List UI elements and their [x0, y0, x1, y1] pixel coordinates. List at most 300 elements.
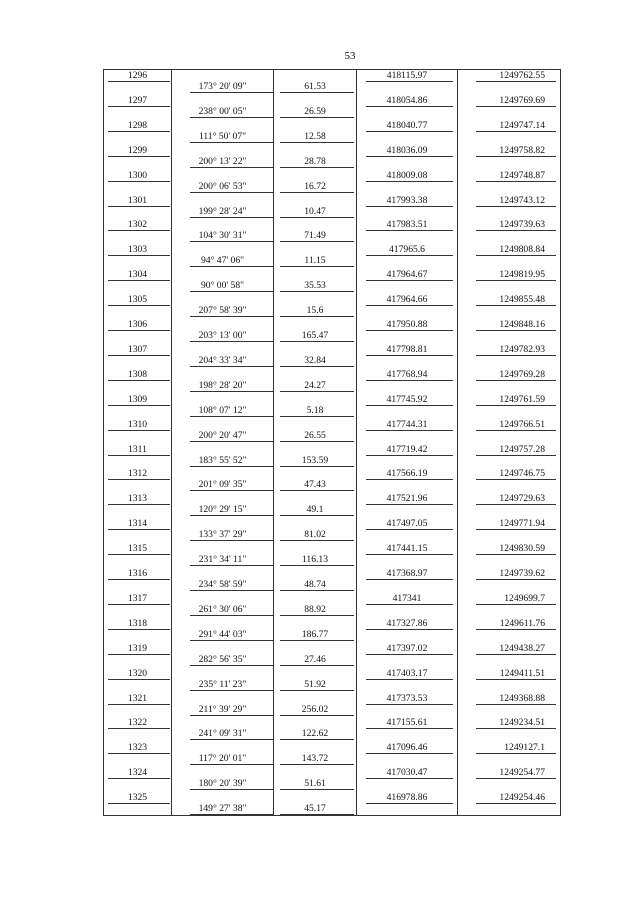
table-row — [104, 95, 560, 118]
rule-line — [190, 814, 273, 815]
page-number: 53 — [344, 50, 356, 62]
rule-line — [190, 690, 273, 691]
point-cell: 1314 — [127, 518, 148, 530]
rule-line — [280, 341, 354, 342]
distance-cell: 116.13 — [301, 554, 329, 566]
distance-cell: 35.53 — [304, 280, 326, 292]
rule-line — [108, 106, 170, 107]
distance-cell: 153.59 — [301, 454, 329, 466]
table-row — [104, 468, 560, 491]
rule-line — [108, 728, 170, 729]
point-cell: 1323 — [127, 742, 148, 754]
x-coordinate-cell: 417768.94 — [386, 368, 428, 380]
rule-line — [366, 629, 453, 630]
x-coordinate-cell: 417441.15 — [386, 543, 428, 555]
table-row — [104, 269, 560, 292]
distance-cell: 45.17 — [304, 803, 326, 815]
angle-cell: 199° 28' 24" — [198, 205, 247, 217]
rule-line — [190, 640, 273, 641]
point-cell: 1311 — [128, 443, 147, 455]
rule-line — [190, 441, 273, 442]
angle-cell: 133° 37' 29" — [198, 529, 247, 541]
rule-line — [108, 430, 170, 431]
point-cell: 1307 — [127, 343, 148, 355]
x-coordinate-cell: 417497.05 — [386, 518, 428, 530]
rule-line — [366, 579, 453, 580]
rule-line — [108, 230, 170, 231]
point-cell: 1317 — [127, 592, 148, 604]
table-row — [104, 369, 560, 392]
rule-line — [280, 764, 354, 765]
rule-line — [366, 156, 453, 157]
rule-line — [190, 167, 273, 168]
table-row — [104, 543, 560, 566]
rule-line — [476, 579, 556, 580]
point-cell: 1298 — [127, 119, 148, 131]
point-cell: 1297 — [127, 94, 148, 106]
distance-cell: 15.6 — [306, 305, 324, 317]
table-row — [104, 792, 560, 815]
distance-cell: 10.47 — [304, 205, 326, 217]
distance-cell: 12.58 — [304, 130, 326, 142]
point-cell: 1309 — [127, 393, 148, 405]
rule-line — [476, 778, 556, 779]
table-row — [104, 518, 560, 541]
rule-line — [476, 529, 556, 530]
angle-cell: 180° 20' 39" — [198, 778, 247, 790]
rule-line — [476, 355, 556, 356]
rule-line — [280, 540, 354, 541]
coordinates-table — [103, 69, 561, 816]
point-cell: 1301 — [127, 194, 148, 206]
rule-line — [280, 167, 354, 168]
rule-line — [108, 81, 170, 82]
rule-line — [476, 405, 556, 406]
x-coordinate-cell: 417521.96 — [386, 493, 428, 505]
rule-line — [190, 366, 273, 367]
rule-line — [280, 441, 354, 442]
point-cell: 1296 — [127, 70, 148, 81]
angle-cell: 198° 28' 20" — [198, 379, 247, 391]
distance-cell: 48.74 — [304, 579, 326, 590]
rule-line — [108, 679, 170, 680]
rule-line — [476, 380, 556, 381]
y-coordinate-cell: 1249368.88 — [499, 692, 545, 704]
table-row — [104, 717, 560, 740]
rule-line — [476, 106, 556, 107]
rule-line — [476, 554, 556, 555]
rule-line — [366, 504, 453, 505]
x-coordinate-cell: 417397.02 — [386, 642, 428, 654]
angle-cell: 241° 09' 31" — [198, 728, 247, 740]
x-coordinate-cell: 418054.86 — [386, 94, 428, 106]
x-coordinate-cell: 418009.08 — [386, 169, 428, 181]
angle-cell: 282° 56' 35" — [198, 653, 247, 665]
rule-line — [108, 579, 170, 580]
rule-line — [476, 280, 556, 281]
y-coordinate-cell: 1249254.46 — [499, 792, 545, 804]
rule-line — [108, 455, 170, 456]
rule-line — [280, 490, 354, 491]
rule-line — [190, 739, 273, 740]
rule-line — [108, 604, 170, 605]
rule-line — [190, 117, 273, 118]
rule-line — [366, 529, 453, 530]
distance-cell: 71.49 — [304, 230, 326, 242]
angle-cell: 291° 44' 03" — [198, 628, 247, 640]
rule-line — [366, 355, 453, 356]
rule-line — [366, 106, 453, 107]
rule-line — [190, 590, 273, 591]
x-coordinate-cell: 417719.42 — [386, 443, 428, 455]
x-coordinate-cell: 417096.46 — [386, 742, 428, 754]
angle-cell: 200° 13' 22" — [198, 155, 247, 167]
rule-line — [108, 778, 170, 779]
rule-line — [190, 241, 273, 242]
y-coordinate-cell: 1249758.82 — [499, 144, 545, 156]
x-coordinate-cell: 417373.53 — [386, 692, 428, 704]
angle-cell: 204° 33' 34" — [198, 354, 247, 366]
point-cell: 1318 — [127, 617, 148, 629]
point-cell: 1324 — [127, 767, 148, 779]
table-row — [104, 444, 560, 467]
distance-cell: 16.72 — [304, 180, 326, 192]
y-coordinate-cell: 1249848.16 — [499, 319, 545, 330]
distance-cell: 256.02 — [301, 703, 329, 715]
rule-line — [366, 554, 453, 555]
point-cell: 1315 — [127, 543, 148, 555]
rule-line — [280, 515, 354, 516]
rule-line — [366, 380, 453, 381]
y-coordinate-cell: 1249766.51 — [499, 418, 545, 430]
angle-cell: 149° 27' 38" — [198, 803, 247, 815]
rule-line — [280, 690, 354, 691]
table-row — [104, 493, 560, 516]
rule-line — [108, 255, 170, 256]
rule-line — [366, 778, 453, 779]
y-coordinate-cell: 1249762.55 — [499, 70, 545, 81]
rule-line — [280, 665, 354, 666]
x-coordinate-cell: 417964.67 — [386, 269, 428, 281]
rule-line — [190, 515, 273, 516]
y-coordinate-cell: 1249746.75 — [499, 468, 545, 480]
distance-cell: 11.15 — [304, 255, 326, 267]
rule-line — [476, 455, 556, 456]
y-coordinate-cell: 1249771.94 — [499, 518, 545, 530]
distance-cell: 24.27 — [304, 379, 326, 391]
x-coordinate-cell: 417993.38 — [386, 194, 428, 206]
rule-line — [476, 679, 556, 680]
rule-line — [476, 753, 556, 754]
rule-line — [190, 391, 273, 392]
rule-line — [476, 728, 556, 729]
point-cell: 1308 — [127, 368, 148, 380]
distance-cell: 26.55 — [304, 429, 326, 441]
point-cell: 1310 — [127, 418, 148, 430]
table-row — [104, 593, 560, 616]
angle-cell: 231° 34' 11" — [198, 554, 247, 566]
rule-line — [366, 604, 453, 605]
y-coordinate-cell: 1249808.84 — [499, 244, 545, 256]
rule-line — [366, 753, 453, 754]
y-coordinate-cell: 1249757.28 — [499, 443, 545, 455]
angle-cell: 104° 30' 31" — [198, 230, 247, 242]
rule-line — [366, 255, 453, 256]
angle-cell: 111° 50' 07" — [198, 130, 247, 142]
table-row — [104, 120, 560, 143]
rule-line — [476, 81, 556, 82]
distance-cell: 51.92 — [304, 678, 326, 690]
y-coordinate-cell: 1249739.63 — [499, 219, 545, 231]
angle-cell: 234° 58' 59" — [198, 579, 247, 590]
rule-line — [108, 554, 170, 555]
x-coordinate-cell: 417744.31 — [386, 418, 428, 430]
x-coordinate-cell: 418036.09 — [386, 144, 428, 156]
point-cell: 1313 — [127, 493, 148, 505]
rule-line — [280, 266, 354, 267]
rule-line — [190, 291, 273, 292]
rule-line — [366, 206, 453, 207]
rule-line — [476, 255, 556, 256]
table-row — [104, 394, 560, 417]
distance-cell: 5.18 — [306, 404, 324, 416]
rule-line — [280, 789, 354, 790]
x-coordinate-cell: 417745.92 — [386, 393, 428, 405]
table-row — [104, 145, 560, 168]
x-coordinate-cell: 417566.19 — [386, 468, 428, 480]
rule-line — [190, 789, 273, 790]
rule-line — [366, 479, 453, 480]
rule-line — [108, 654, 170, 655]
rule-line — [108, 355, 170, 356]
distance-cell: 88.92 — [304, 603, 326, 615]
x-coordinate-cell: 417964.66 — [386, 294, 428, 306]
x-coordinate-cell: 417368.97 — [386, 568, 428, 579]
rule-line — [280, 391, 354, 392]
rule-line — [190, 316, 273, 317]
x-coordinate-cell: 417327.86 — [386, 617, 428, 629]
table-row — [104, 742, 560, 765]
angle-cell: 173° 20' 09" — [198, 81, 247, 92]
rule-line — [366, 455, 453, 456]
rule-line — [476, 629, 556, 630]
y-coordinate-cell: 1249739.62 — [499, 568, 545, 579]
rule-line — [280, 814, 354, 815]
rule-line — [190, 715, 273, 716]
table-row — [104, 767, 560, 790]
rule-line — [476, 803, 556, 804]
rule-line — [190, 565, 273, 566]
rule-line — [190, 615, 273, 616]
angle-cell: 108° 07' 12" — [198, 404, 247, 416]
y-coordinate-cell: 1249611.76 — [499, 617, 545, 629]
point-cell: 1299 — [127, 144, 148, 156]
rule-line — [366, 131, 453, 132]
x-coordinate-cell: 418040.77 — [386, 119, 428, 131]
table-row — [104, 618, 560, 641]
y-coordinate-cell: 1249769.69 — [499, 94, 545, 106]
x-coordinate-cell: 417155.61 — [386, 717, 428, 729]
rule-line — [108, 380, 170, 381]
rule-line — [366, 654, 453, 655]
point-cell: 1304 — [127, 269, 148, 281]
distance-cell: 165.47 — [301, 330, 329, 341]
y-coordinate-cell: 1249830.59 — [499, 543, 545, 555]
rule-line — [280, 416, 354, 417]
distance-cell: 81.02 — [304, 529, 326, 541]
rule-line — [366, 728, 453, 729]
rule-line — [280, 117, 354, 118]
rule-line — [280, 466, 354, 467]
rule-line — [280, 192, 354, 193]
table-row — [104, 244, 560, 267]
y-coordinate-cell: 1249747.14 — [499, 119, 545, 131]
y-coordinate-cell: 1249699.7 — [504, 592, 545, 604]
x-coordinate-cell: 417030.47 — [386, 767, 428, 779]
distance-cell: 47.43 — [304, 479, 326, 491]
y-coordinate-cell: 1249127.1 — [504, 742, 545, 754]
rule-line — [366, 280, 453, 281]
rule-line — [108, 280, 170, 281]
y-coordinate-cell: 1249743.12 — [499, 194, 545, 206]
y-coordinate-cell: 1249234.51 — [499, 717, 545, 729]
angle-cell: 261° 30' 06" — [198, 603, 247, 615]
distance-cell: 143.72 — [301, 753, 329, 765]
x-coordinate-cell: 417983.51 — [386, 219, 428, 231]
rule-line — [366, 305, 453, 306]
distance-cell: 28.78 — [304, 155, 326, 167]
y-coordinate-cell: 1249254.77 — [499, 767, 545, 779]
rule-line — [280, 615, 354, 616]
y-coordinate-cell: 1249855.48 — [499, 294, 545, 306]
point-cell: 1316 — [127, 568, 148, 579]
rule-line — [476, 330, 556, 331]
distance-cell: 49.1 — [306, 504, 324, 516]
rule-line — [476, 654, 556, 655]
rule-line — [476, 181, 556, 182]
rule-line — [280, 92, 354, 93]
rule-line — [280, 142, 354, 143]
rule-line — [190, 540, 273, 541]
point-cell: 1322 — [127, 717, 148, 729]
rule-line — [476, 704, 556, 705]
angle-cell: 117° 20' 01" — [198, 753, 247, 765]
y-coordinate-cell: 1249729.63 — [499, 493, 545, 505]
rule-line — [366, 679, 453, 680]
x-coordinate-cell: 418115.97 — [386, 70, 428, 81]
distance-cell: 61.53 — [304, 81, 326, 92]
rule-line — [476, 479, 556, 480]
rule-line — [366, 704, 453, 705]
table-row — [104, 219, 560, 242]
rule-line — [108, 330, 170, 331]
rule-line — [190, 466, 273, 467]
point-cell: 1305 — [127, 294, 148, 306]
table-row — [104, 568, 560, 591]
rule-line — [366, 181, 453, 182]
angle-cell: 94° 47' 06" — [200, 255, 245, 267]
angle-cell: 203° 13' 00" — [198, 330, 247, 341]
y-coordinate-cell: 1249411.51 — [499, 667, 545, 679]
rule-line — [108, 305, 170, 306]
table-row — [104, 70, 560, 93]
angle-cell: 183° 55' 52" — [198, 454, 247, 466]
rule-line — [108, 181, 170, 182]
x-coordinate-cell: 416978.86 — [386, 792, 428, 804]
rule-line — [476, 230, 556, 231]
rule-line — [476, 305, 556, 306]
rule-line — [366, 330, 453, 331]
rule-line — [476, 604, 556, 605]
rule-line — [108, 629, 170, 630]
rule-line — [366, 430, 453, 431]
angle-cell: 120° 29' 15" — [198, 504, 247, 516]
rule-line — [108, 206, 170, 207]
rule-line — [108, 405, 170, 406]
point-cell: 1303 — [127, 244, 148, 256]
distance-cell: 122.62 — [301, 728, 329, 740]
x-coordinate-cell: 417403.17 — [386, 667, 428, 679]
y-coordinate-cell: 1249438.27 — [499, 642, 545, 654]
rule-line — [280, 217, 354, 218]
table-row — [104, 643, 560, 666]
point-cell: 1320 — [127, 667, 148, 679]
rule-line — [108, 529, 170, 530]
distance-cell: 186.77 — [301, 628, 329, 640]
point-cell: 1325 — [127, 792, 148, 804]
rule-line — [366, 405, 453, 406]
x-coordinate-cell: 417950.88 — [386, 319, 428, 330]
rule-line — [108, 803, 170, 804]
rule-line — [280, 565, 354, 566]
rule-line — [190, 764, 273, 765]
rule-line — [476, 430, 556, 431]
rule-line — [190, 192, 273, 193]
y-coordinate-cell: 1249819.95 — [499, 269, 545, 281]
angle-cell: 200° 20' 47" — [198, 429, 247, 441]
rule-line — [190, 92, 273, 93]
angle-cell: 211° 39' 29" — [198, 703, 247, 715]
x-coordinate-cell: 417341 — [392, 592, 422, 604]
point-cell: 1319 — [127, 642, 148, 654]
rule-line — [108, 753, 170, 754]
rule-line — [190, 142, 273, 143]
rule-line — [476, 504, 556, 505]
rule-line — [280, 590, 354, 591]
rule-line — [280, 241, 354, 242]
rule-line — [108, 504, 170, 505]
angle-cell: 200° 06' 53" — [198, 180, 247, 192]
rule-line — [108, 704, 170, 705]
table-row — [104, 195, 560, 218]
rule-line — [190, 217, 273, 218]
table-row — [104, 344, 560, 367]
rule-line — [476, 131, 556, 132]
y-coordinate-cell: 1249782.93 — [499, 343, 545, 355]
y-coordinate-cell: 1249761.59 — [499, 393, 545, 405]
rule-line — [108, 131, 170, 132]
angle-cell: 90° 00' 58" — [200, 280, 245, 292]
x-coordinate-cell: 417798.81 — [386, 343, 428, 355]
angle-cell: 238° 00' 05" — [198, 105, 247, 117]
rule-line — [108, 156, 170, 157]
point-cell: 1300 — [127, 169, 148, 181]
rule-line — [190, 266, 273, 267]
rule-line — [280, 291, 354, 292]
angle-cell: 235° 11' 23" — [198, 678, 247, 690]
rule-line — [108, 479, 170, 480]
point-cell: 1306 — [127, 319, 148, 330]
